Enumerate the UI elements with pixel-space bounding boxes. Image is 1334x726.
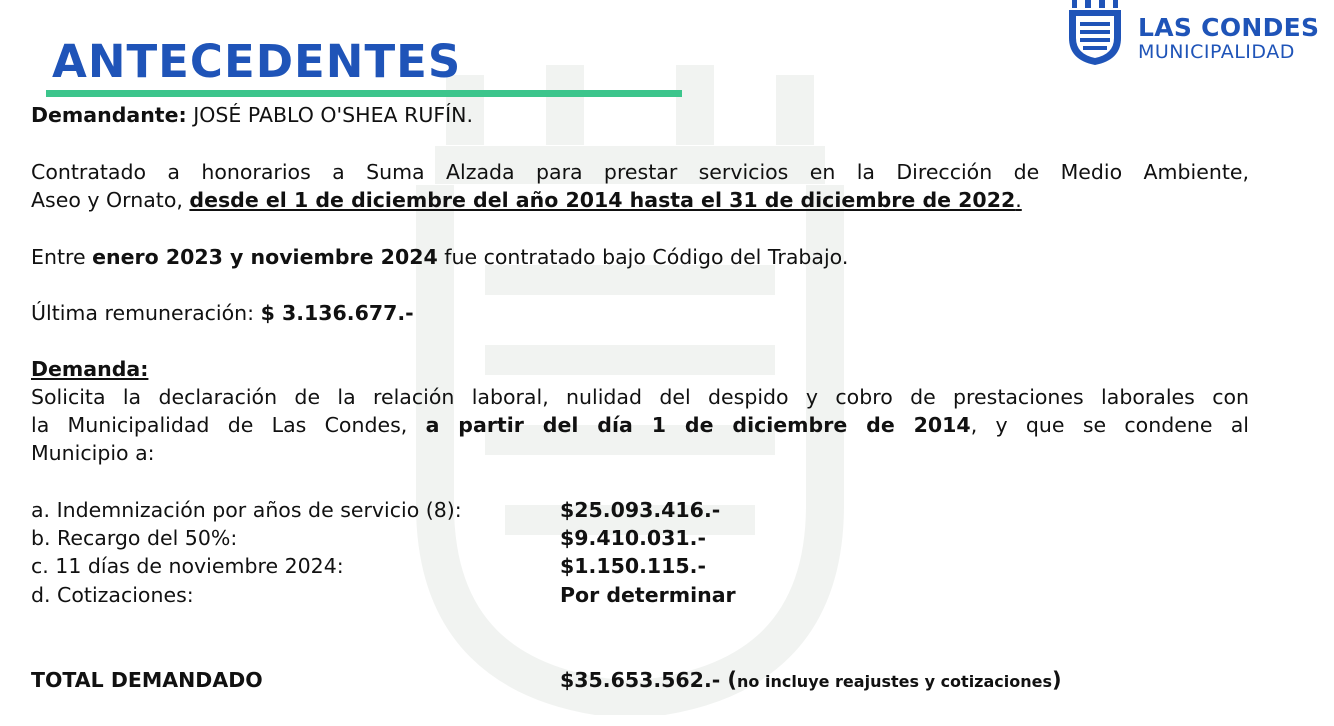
contrato-line-2: [31, 186, 1249, 214]
demanda-line-2-pre: la Municipalidad de Las Condes,: [31, 413, 426, 437]
las-condes-logo: [1066, 0, 1326, 72]
contrato-period: desde el 1 de diciembre del año 2014 hasta el 31 de diciembre de 2022: [189, 188, 1016, 212]
total-line: [560, 666, 1062, 696]
contrato-line-2-pre: Aseo y Ornato,: [31, 188, 190, 212]
item-d-amount: Por determinar: [560, 583, 736, 607]
demanda-line-2-post: , y que se condene al: [970, 413, 1249, 437]
demanda-heading: [31, 355, 1249, 383]
total-label: TOTAL DEMANDADO: [31, 668, 263, 692]
item-d-label: d. Cotizaciones:: [31, 583, 194, 607]
demanda-line-1: Solicita la declaración de la relación laboral, nulidad del despido y cobro de prestaciones laborales con: [31, 385, 1249, 409]
item-a-amount: $25.093.416.-: [560, 498, 721, 522]
demandante-label: Demandante:: [31, 103, 187, 127]
total-paren-close: ): [1052, 668, 1062, 692]
logo-text-las-condes: LAS CONDES: [1138, 13, 1320, 42]
codigo-post: fue contratado bajo Código del Trabajo.: [437, 245, 849, 269]
total-note: no incluye reajustes y cotizaciones: [737, 672, 1053, 691]
page-title: ANTECEDENTES: [52, 35, 462, 88]
codigo-period: enero 2023 y noviembre 2024: [92, 245, 438, 269]
remuneracion-line: [31, 299, 1249, 327]
contrato-line-1: Contratado a honorarios a Suma Alzada para prestar servicios en la Dirección de Medio Ambiente,: [31, 160, 1249, 184]
logo-text-municipalidad: MUNICIPALIDAD: [1138, 41, 1295, 63]
remuneracion-value: $ 3.136.677.-: [260, 301, 414, 325]
remuneracion-label: Última remuneración:: [31, 301, 261, 325]
codigo-pre: Entre: [31, 245, 93, 269]
item-b-amount: $9.410.031.-: [560, 526, 706, 550]
codigo-line: [31, 243, 1249, 271]
demanda-line-3: Municipio a:: [31, 441, 155, 465]
demanda-start-date: a partir del día 1 de diciembre de 2014: [425, 413, 971, 437]
title-underline: [46, 90, 682, 97]
item-c-label: c. 11 días de noviembre 2024:: [31, 554, 344, 578]
item-a-label: a. Indemnización por años de servicio (8):: [31, 498, 462, 522]
demandante-value: JOSÉ PABLO O'SHEA RUFÍN.: [186, 103, 474, 127]
shield-icon: [1066, 0, 1124, 66]
total-amount: $35.653.562.-: [560, 668, 721, 692]
contrato-line-2-post: .: [1015, 188, 1022, 212]
item-c-amount: $1.150.115.-: [560, 554, 706, 578]
demanda-heading-text: Demanda:: [31, 357, 149, 381]
total-paren-open: (: [727, 668, 737, 692]
demandante-line: [31, 101, 1249, 129]
demanda-line-2: [31, 411, 1249, 439]
item-b-label: b. Recargo del 50%:: [31, 526, 238, 550]
